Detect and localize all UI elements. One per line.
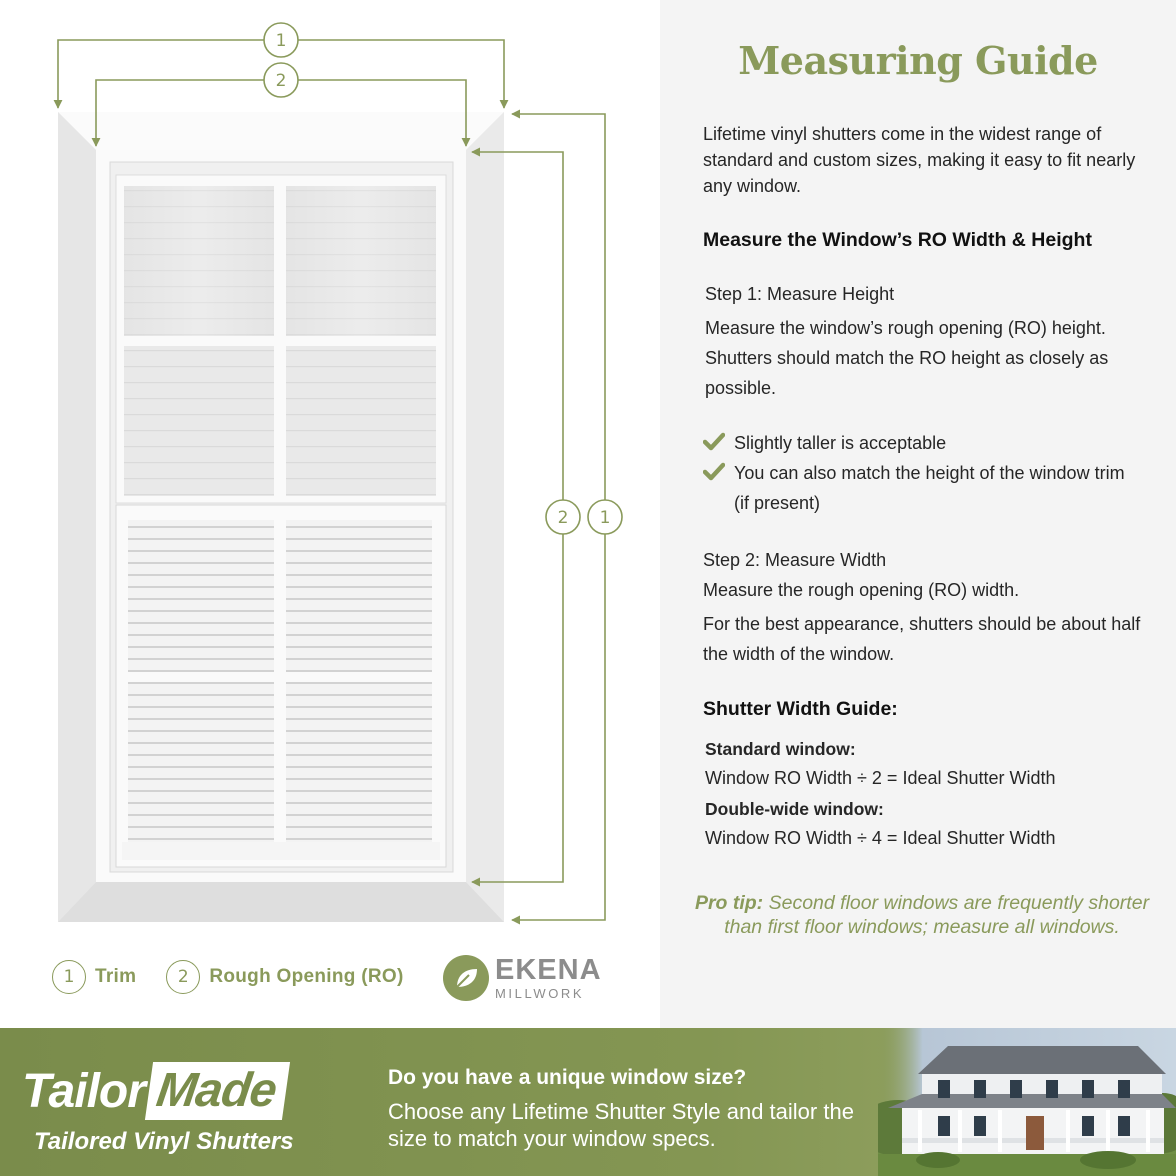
guide-title: Measuring Guide [738,38,1098,83]
step2-line1: Measure the rough opening (RO) width. [703,580,1020,600]
marker-ro-side [546,500,580,534]
legend-number-ro: 2 [166,960,200,994]
step2-body: For the best appearance, shutters should be about half the width of the window. [703,614,1141,664]
step1-body: Measure the window’s rough opening (RO) height. Shutters should match the RO height as closely as possible. [705,318,1109,398]
logo-subtitle: MILLWORK [495,986,585,1001]
legend-label-trim: Trim [95,966,137,987]
check-text: Slightly taller is acceptable [734,433,947,453]
marker-ro-top [264,63,298,97]
pro-tip-text: Second floor windows are frequently shorter than first floor windows; measure all windows. [724,892,1150,938]
tailormade-logo [22,1062,286,1120]
step1-title: Step 1: Measure Height [705,284,895,304]
brand-made: Made [145,1062,290,1120]
guide-intro: Lifetime vinyl shutters come in the widest range of standard and custom sizes, making it easy to fit nearly any window. [703,124,1136,196]
pro-tip-label: Pro tip: [694,892,764,914]
lower-sash [116,505,446,867]
leaf-icon [443,955,489,1001]
measuring-guide-panel [660,0,1176,1028]
check-text: You can also match the height of the window trim (if present) [734,463,1125,513]
diagram-legend [52,960,404,994]
pro-tip [690,891,1154,939]
svg-text:2: 2 [275,71,287,91]
upper-sash [116,175,446,503]
house-photo [878,1028,1176,1176]
check-icon [703,432,725,452]
ekena-logo [443,955,602,1001]
check-item [703,428,1134,458]
logo-name: EKENA [495,954,602,986]
svg-text:2: 2 [557,508,569,528]
banner-question: Do you have a unique window size? [388,1066,747,1089]
window-diagram [0,0,660,1028]
check-item [703,458,1134,518]
marker-trim-side [588,500,622,534]
tailormade-banner [0,1028,1176,1176]
standard-window-formula: Window RO Width ÷ 2 = Ideal Shutter Width [705,768,1056,788]
banner-body: Choose any Lifetime Shutter Style and tailor the size to match your window specs. [388,1099,854,1151]
section-title: Measure the Window’s RO Width & Height [703,229,1092,251]
width-guide-title: Shutter Width Guide: [703,698,898,720]
step2-title: Step 2: Measure Width [703,550,887,570]
svg-text:1: 1 [599,508,611,528]
double-window-formula: Window RO Width ÷ 4 = Ideal Shutter Width [705,828,1056,848]
marker-trim-top [264,23,298,57]
legend-label-ro: Rough Opening (RO) [209,966,404,987]
standard-window-label: Standard window: [705,739,856,759]
window-diagram-panel [0,0,660,1028]
legend-number-trim: 1 [52,960,86,994]
brand-tailor: Tailor [22,1064,145,1118]
check-icon [703,462,725,482]
svg-text:1: 1 [275,31,287,51]
double-window-label: Double-wide window: [705,799,884,819]
brand-subtitle: Tailored Vinyl Shutters [34,1128,294,1155]
